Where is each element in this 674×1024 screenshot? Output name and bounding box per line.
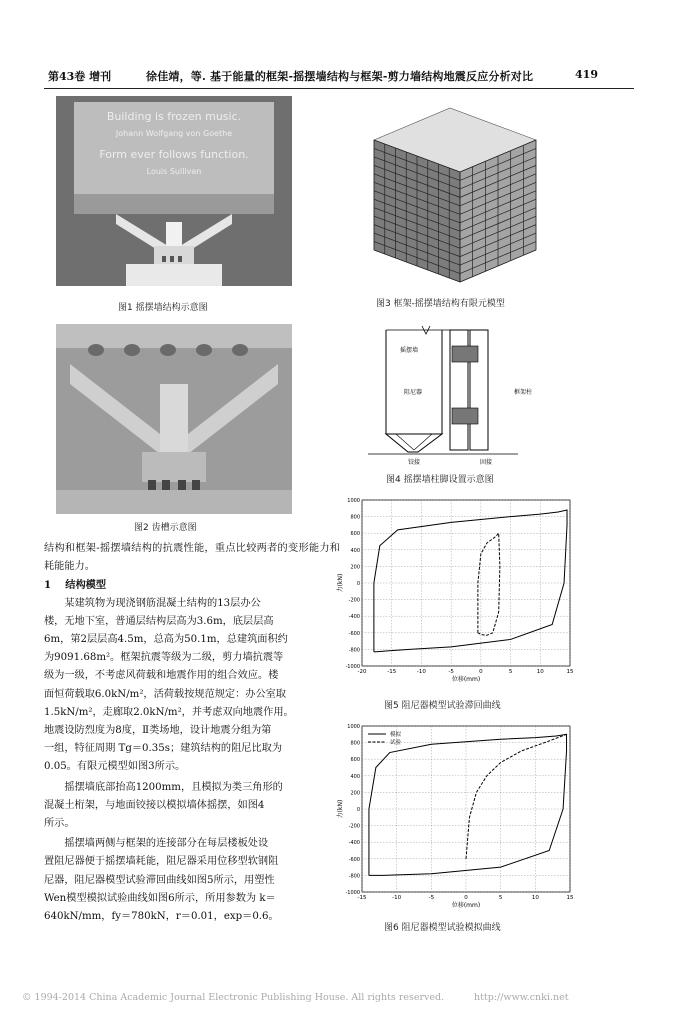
plaque-line4: Louis Sullivan bbox=[146, 167, 202, 176]
y-tick-label: -800 bbox=[348, 873, 360, 880]
label-column: 框架柱 bbox=[514, 389, 533, 396]
para1-line8: 地震设防烈度为8度，Ⅱ类场地，设计地震分组为第 bbox=[44, 725, 272, 737]
x-tick-label: -5 bbox=[428, 895, 435, 901]
header-rule bbox=[44, 88, 634, 89]
figure5-chart bbox=[330, 494, 580, 686]
legend-label: 模拟 bbox=[390, 732, 402, 738]
footer-url: http://www.cnki.net bbox=[474, 992, 569, 1003]
y-axis-label: 力(kN) bbox=[337, 799, 344, 819]
y-tick-label: -200 bbox=[348, 823, 360, 830]
figure3-caption: 图3 框架-摇摆墙结构有限元模型 bbox=[376, 299, 505, 309]
page-number: 419 bbox=[575, 68, 598, 81]
figure1-caption: 图1 摇摆墙结构示意图 bbox=[118, 303, 208, 313]
y-tick-label: -600 bbox=[348, 856, 360, 863]
y-tick-label: 600 bbox=[350, 531, 360, 538]
y-tick-label: 400 bbox=[350, 773, 360, 780]
para3-line4: Wen模型模拟试验曲线如图6所示，所用参数为 k＝ bbox=[44, 892, 276, 904]
para3-line1: 摇摆墙两侧与框架的连接部分在每层楼板处设 bbox=[64, 838, 269, 850]
x-tick-label: 10 bbox=[536, 669, 544, 675]
para1-line2: 楼，无地下室，普通层结构层高为3.6m，底层层高 bbox=[44, 615, 274, 627]
figure2-caption: 图2 齿槽示意图 bbox=[134, 523, 197, 533]
x-axis-label: 位移(mm) bbox=[451, 902, 481, 909]
x-tick-label: -10 bbox=[392, 895, 402, 901]
y-tick-label: -600 bbox=[348, 630, 360, 637]
figure5-caption: 图5 阻尼器模型试验滞回曲线 bbox=[384, 701, 501, 711]
y-tick-label: 800 bbox=[350, 740, 360, 747]
y-tick-label: 600 bbox=[350, 757, 360, 764]
para2-line2: 混凝土桁架，与地面铰接以模拟墙体摇摆，如图4 bbox=[44, 799, 265, 811]
x-tick-label: 15 bbox=[566, 895, 574, 901]
plaque-line2: Johann Wolfgang von Goethe bbox=[115, 129, 233, 138]
para1-line6: 面恒荷载取6.0kN/m²，活荷载按规范规定：办公室取 bbox=[44, 688, 287, 700]
para2-line3: 所示。 bbox=[44, 818, 75, 830]
x-tick-label: -15 bbox=[357, 895, 367, 901]
y-tick-label: 200 bbox=[350, 564, 360, 571]
y-tick-label: -800 bbox=[348, 647, 360, 654]
paragraph-3 bbox=[44, 835, 340, 926]
y-tick-label: 400 bbox=[350, 547, 360, 554]
y-tick-label: 200 bbox=[350, 790, 360, 797]
x-tick-label: 10 bbox=[531, 895, 539, 901]
section-heading bbox=[44, 576, 340, 594]
plaque-line3: Form ever follows function. bbox=[99, 148, 249, 161]
y-tick-label: 800 bbox=[350, 514, 360, 521]
label-fixed: 固接 bbox=[480, 459, 493, 466]
figure2-photo bbox=[56, 324, 292, 514]
label-hinge: 铰接 bbox=[408, 459, 421, 466]
paragraph-2 bbox=[44, 779, 340, 834]
y-tick-label: 0 bbox=[356, 581, 360, 587]
y-tick-label: -400 bbox=[348, 614, 360, 621]
para1-line7: 1.5kN/m²，走廊取2.0kN/m²，并考虑双向地震作用。 bbox=[44, 706, 294, 718]
journal-volume: 第43卷 增刊 bbox=[48, 70, 112, 83]
para3-line5: 640kN/mm，fy＝780kN，r＝0.01，exp＝0.6。 bbox=[44, 911, 279, 923]
figure1-photo bbox=[56, 96, 292, 286]
plaque-line1: Building is frozen music. bbox=[106, 110, 242, 123]
running-header bbox=[38, 66, 638, 86]
figure4-caption: 图4 摇摆墙柱脚设置示意图 bbox=[386, 475, 494, 485]
y-tick-label: -200 bbox=[348, 597, 360, 604]
para1-line10: 0.05。有限元模型如图3所示。 bbox=[44, 761, 186, 773]
y-tick-label: 1000 bbox=[347, 724, 360, 730]
x-tick-label: 0 bbox=[479, 669, 483, 675]
x-tick-label: 5 bbox=[508, 669, 513, 675]
running-title: 徐佳靖，等. 基于能量的框架-摇摆墙结构与框架-剪力墙结构地震反应分析对比 bbox=[146, 70, 534, 83]
y-tick-label: -400 bbox=[348, 840, 360, 847]
para3-line3: 尼器，阻尼器模型试验滞回曲线如图5所示，用塑性 bbox=[44, 874, 275, 886]
section-number: 1 bbox=[44, 579, 52, 592]
x-tick-label: 15 bbox=[566, 669, 574, 675]
paragraph-1 bbox=[44, 595, 340, 777]
intro-paragraph: 结构和框架-摇摆墙结构的抗震性能，重点比较两者的变形能力和耗能能力。 bbox=[44, 543, 340, 573]
label-damper: 阻尼器 bbox=[404, 389, 423, 396]
para1-line3: 6m，第2层层高4.5m，总高为50.1m，总建筑面积约 bbox=[44, 634, 288, 646]
body-text bbox=[44, 540, 340, 926]
x-tick-label: 5 bbox=[498, 895, 503, 901]
figure6-caption: 图6 阻尼器模型试验模拟曲线 bbox=[384, 923, 501, 933]
figure3-model bbox=[360, 100, 550, 290]
y-tick-label: 1000 bbox=[347, 498, 360, 504]
x-tick-label: -20 bbox=[357, 669, 367, 675]
section-title: 结构模型 bbox=[65, 579, 107, 592]
x-tick-label: -5 bbox=[448, 669, 454, 675]
figure4-diagram bbox=[368, 322, 548, 468]
para1-line9: 一组，特征周期 Tg＝0.35s；建筑结构的阻尼比取为 bbox=[44, 743, 283, 755]
x-tick-label: -10 bbox=[416, 669, 426, 675]
para2-line1: 摇摆墙底部抬高1200mm，且模拟为类三角形的 bbox=[64, 781, 283, 793]
y-tick-label: -1000 bbox=[345, 890, 360, 896]
footer-copyright: © 1994-2014 China Academic Journal Electronic Publishing House. All rights reserved. bbox=[22, 992, 445, 1003]
para1-line5: 级为一级，不考虑风荷载和地震作用的组合效应。楼 bbox=[44, 670, 279, 682]
y-axis-label: 力(kN) bbox=[337, 573, 344, 593]
legend-label: 试验 bbox=[390, 740, 402, 746]
label-wall: 摇摆墙 bbox=[400, 347, 419, 354]
para1-line1: 某建筑物为现浇钢筋混凝土结构的13层办公 bbox=[64, 597, 261, 609]
footer bbox=[22, 992, 662, 1003]
x-axis-label: 位移(mm) bbox=[451, 676, 481, 683]
x-tick-label: 0 bbox=[464, 895, 468, 901]
figure6-chart bbox=[330, 720, 580, 912]
y-tick-label: -1000 bbox=[345, 664, 360, 670]
x-tick-label: -15 bbox=[387, 669, 397, 675]
para3-line2: 置阻尼器便于摇摆墙耗能，阻尼器采用位移型软钢阻 bbox=[44, 856, 279, 868]
y-tick-label: 0 bbox=[356, 807, 360, 813]
para1-line4: 为9091.68m²。框架抗震等级为二级，剪力墙抗震等 bbox=[44, 652, 284, 664]
